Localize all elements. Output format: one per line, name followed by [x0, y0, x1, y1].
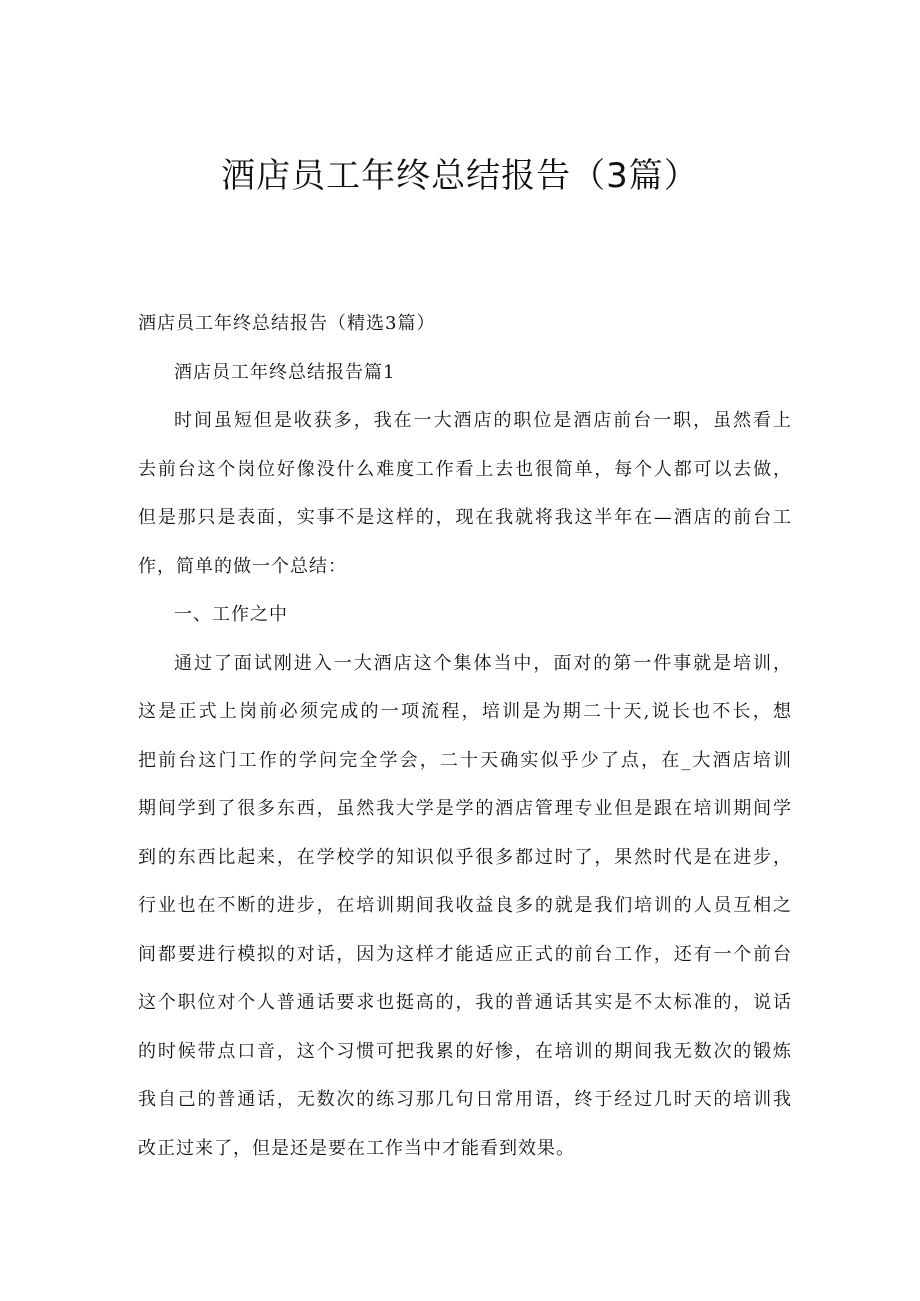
paragraph-line: 这是正式上岗前必须完成的一项流程，培训是为期二十天,说长也不长，想 — [138, 701, 792, 722]
paragraph-line: 到的东西比起来，在学校学的知识似乎很多都过时了，果然时代是在进步， — [138, 846, 792, 868]
paragraph-line: 作，简单的做一个总结： — [138, 555, 347, 577]
paragraph-line: 期间学到了很多东西，虽然我大学是学的酒店管理专业但是跟在培训期间学 — [138, 798, 792, 819]
paragraph-line: 把前台这门工作的学问完全学会，二十天确实似乎少了点，在_大酒店培训 — [138, 749, 792, 771]
paragraph-line: 但是那只是表面，实事不是这样的，现在我就将我这半年在—酒店的前台工 — [138, 507, 792, 528]
document-body — [138, 300, 792, 1173]
paragraph-line: 时间虽短但是收获多，我在一大酒店的职位是酒店前台一职，虽然看上 — [174, 410, 792, 431]
paragraph-line: 间都要进行模拟的对话，因为这样才能适应正式的前台工作，还有一个前台 — [138, 943, 792, 965]
paragraph-line: 行业也在不断的进步，在培训期间我收益良多的就是我们培训的人员互相之 — [138, 895, 792, 916]
paragraph-line: 通过了面试刚进入一大酒店这个集体当中，面对的第一件事就是培训， — [174, 652, 792, 674]
subheading: 一、工作之中 — [174, 604, 288, 625]
document-title: 酒店员工年终总结报告（3篇） — [221, 156, 699, 196]
paragraph-line: 改正过来了，但是还是要在工作当中才能看到效果。 — [138, 1137, 575, 1159]
paragraph-line: 我自己的普通话，无数次的练习那几句日常用语，终于经过几时天的培训我 — [138, 1089, 792, 1110]
paragraph-line: 这个职位对个人普通话要求也挺高的，我的普通话其实是不太标准的，说话 — [138, 992, 792, 1013]
paragraph-line: 去前台这个岗位好像没什么难度工作看上去也很简单，每个人都可以去做， — [138, 458, 792, 480]
paragraph-line: 的时候带点口音，这个习惯可把我累的好惨，在培训的期间我无数次的锻炼 — [138, 1040, 792, 1062]
section-heading: 酒店员工年终总结报告篇1 — [174, 361, 396, 383]
document-subtitle: 酒店员工年终总结报告（精选3篇） — [138, 313, 436, 334]
